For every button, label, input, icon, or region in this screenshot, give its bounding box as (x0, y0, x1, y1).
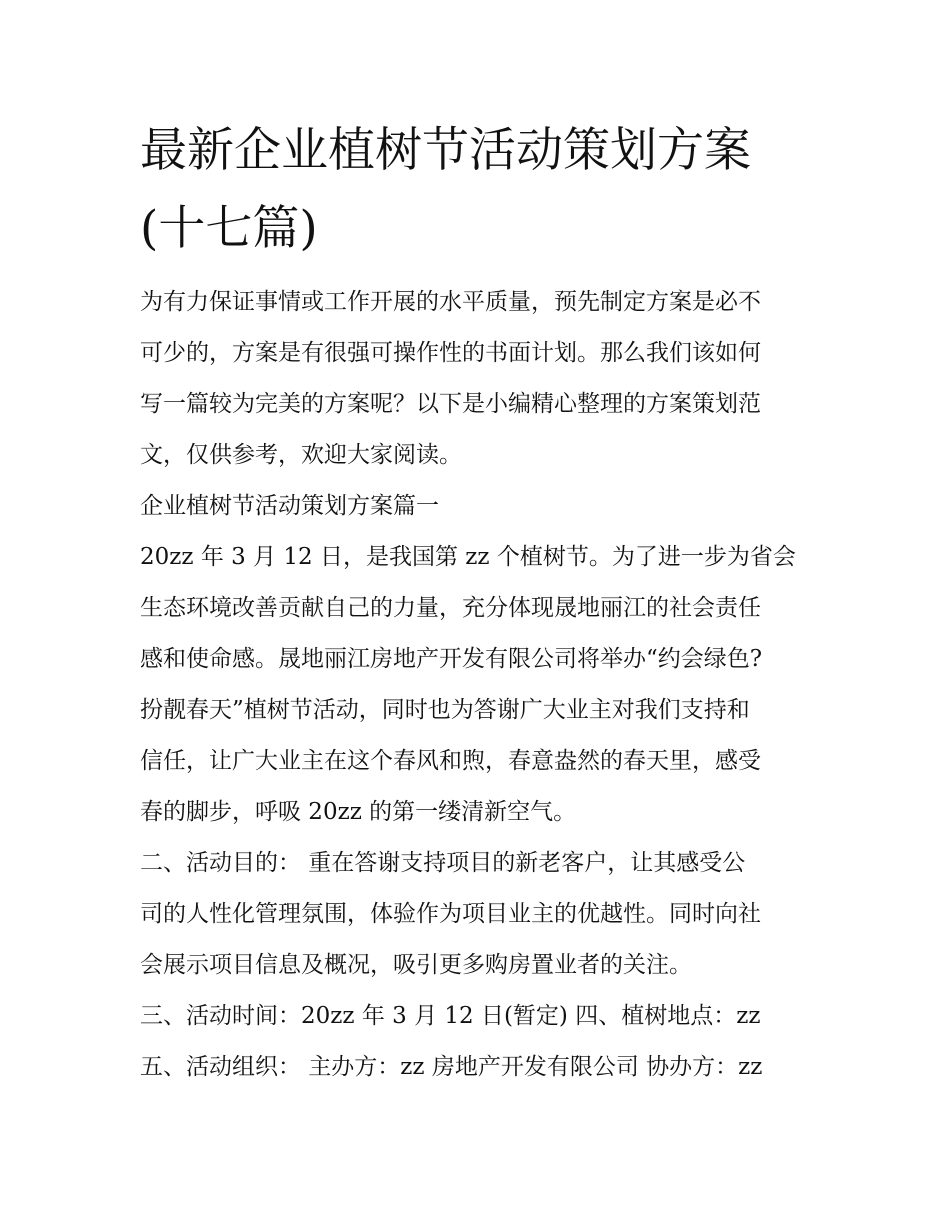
body-line-7: 二、活动目的： 重在答谢支持项目的新老客户，让其感受公 (140, 850, 746, 876)
intro-line-1: 为有力保证事情或工作开展的水平质量，预先制定方案是必不 (140, 289, 761, 315)
body-line-8: 司的人性化管理氛围，体验作为项目业主的优越性。同时向社 (140, 901, 761, 927)
body-line-1: 20zz 年 3 月 12 日，是我国第 zz 个植树节。为了进一步为省会 (140, 544, 796, 570)
body-line-3: 感和使命感。晟地丽江房地产开发有限公司将举办“约会绿色? (140, 646, 763, 672)
intro-line-2: 可少的，方案是有很强可操作性的书面计划。那么我们该如何 (140, 340, 761, 366)
body-line-5: 信任，让广大业主在这个春风和煦，春意盎然的春天里，感受 (140, 748, 761, 774)
document-title (140, 112, 820, 268)
intro-line-3: 写一篇较为完美的方案呢？以下是小编精心整理的方案策划范 (140, 391, 761, 417)
section-heading-text: 企业植树节活动策划方案篇一 (140, 493, 439, 519)
body-line-11: 五、活动组织： 主办方：zz 房地产开发有限公司 协办方：zz (140, 1054, 763, 1080)
section-body (140, 532, 820, 1093)
body-line-10: 三、活动时间：20zz 年 3 月 12 日(暂定) 四、植树地点：zz (140, 1003, 761, 1029)
section-heading (140, 481, 820, 532)
body-line-6: 春的脚步，呼吸 20zz 的第一缕清新空气。 (140, 799, 577, 825)
title-line-2: (十七篇) (140, 201, 318, 256)
intro-line-4: 文，仅供参考，欢迎大家阅读。 (140, 442, 462, 468)
body-line-2: 生态环境改善贡献自己的力量，充分体现晟地丽江的社会责任 (140, 595, 761, 621)
body-line-9: 会展示项目信息及概况，吸引更多购房置业者的关注。 (140, 952, 692, 978)
title-line-1: 最新企业植树节活动策划方案 (140, 123, 751, 178)
intro-paragraph (140, 277, 820, 481)
body-line-4: 扮靓春天”植树节活动，同时也为答谢广大业主对我们支持和 (140, 697, 750, 723)
